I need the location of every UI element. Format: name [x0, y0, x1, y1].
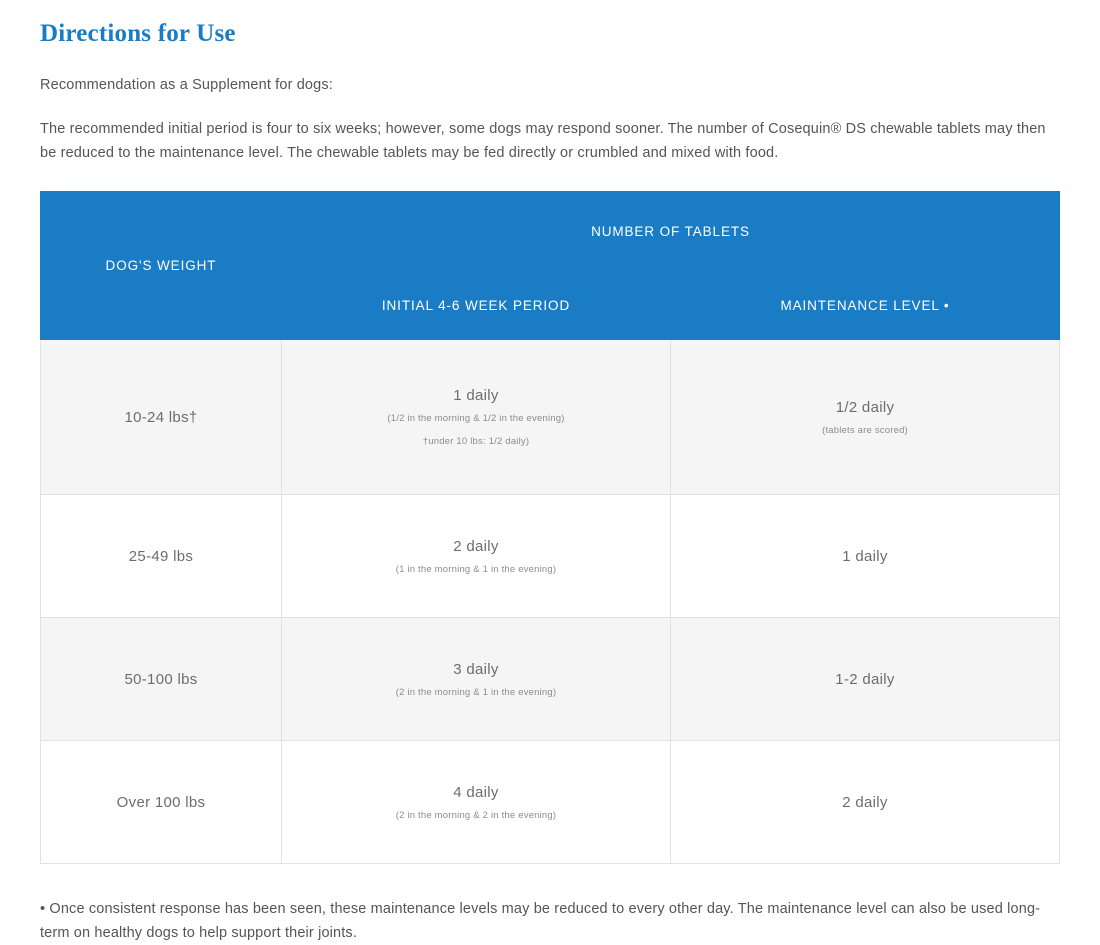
maintenance-dose: 1 daily: [842, 547, 888, 565]
maintenance-dose: 2 daily: [842, 793, 888, 811]
maintenance-dose: 1/2 daily: [835, 398, 895, 416]
initial-dose-note: (1 in the morning & 1 in the evening): [395, 563, 557, 575]
weight-value: Over 100 lbs: [116, 793, 206, 811]
cell-weight: [41, 495, 282, 618]
maintenance-dose: 1-2 daily: [835, 670, 895, 688]
initial-dose: 3 daily: [453, 660, 499, 678]
intro-paragraph: The recommended initial period is four to six weeks; however, some dogs may respond sooner. The number of Cosequin® DS chewable tablets may then be reduced to the maintenance level. The chewable tablets may be fed directly or crumbled and mixed with food.: [40, 121, 1046, 161]
weight-value: 10-24 lbs†: [124, 408, 198, 426]
cell-initial: [282, 495, 671, 618]
table-row: [41, 340, 1060, 495]
maintenance-dose-note: (tablets are scored): [822, 424, 908, 436]
table-head: [41, 192, 1060, 340]
cell-weight: [41, 618, 282, 741]
initial-dose-note: (1/2 in the morning & 1/2 in the evening): [387, 413, 565, 425]
weight-value: 50-100 lbs: [124, 670, 198, 688]
initial-dose: 2 daily: [453, 537, 499, 555]
table-row: [41, 618, 1060, 741]
weight-value: 25-49 lbs: [128, 547, 194, 565]
cell-initial: [282, 618, 671, 741]
header-maintenance-level: MAINTENANCE LEVEL •: [671, 271, 1060, 340]
page-title: Directions for Use: [40, 20, 236, 47]
initial-dose-note: (2 in the morning & 1 in the evening): [395, 686, 557, 698]
cell-weight: [41, 340, 282, 495]
cell-maintenance: [671, 495, 1060, 618]
cell-initial: [282, 741, 671, 864]
cell-initial: [282, 340, 671, 495]
header-initial-period: INITIAL 4-6 WEEK PERIOD: [282, 271, 671, 340]
header-number-of-tablets: NUMBER OF TABLETS: [282, 192, 1060, 271]
table-row: [41, 741, 1060, 864]
cell-weight: [41, 741, 282, 864]
table-body: [41, 340, 1060, 864]
cell-maintenance: [671, 618, 1060, 741]
cell-maintenance: [671, 741, 1060, 864]
cell-maintenance: [671, 340, 1060, 495]
recommendation-line: Recommendation as a Supplement for dogs:: [40, 77, 333, 93]
table-header-row-1: [41, 192, 1060, 271]
initial-dose-note: (2 in the morning & 2 in the evening): [395, 809, 557, 821]
header-dogs-weight: DOG'S WEIGHT: [41, 192, 282, 340]
initial-dose-footnote: †under 10 lbs: 1/2 daily): [422, 436, 530, 448]
table-row: [41, 495, 1060, 618]
dosing-table: [40, 191, 1060, 864]
table-footnote: • Once consistent response has been seen, these maintenance levels may be reduced to every other day. The maintenance level can also be used long-term on healthy dogs to help support their joints.: [40, 901, 1041, 941]
initial-dose: 1 daily: [453, 387, 499, 405]
initial-dose: 4 daily: [453, 783, 499, 801]
